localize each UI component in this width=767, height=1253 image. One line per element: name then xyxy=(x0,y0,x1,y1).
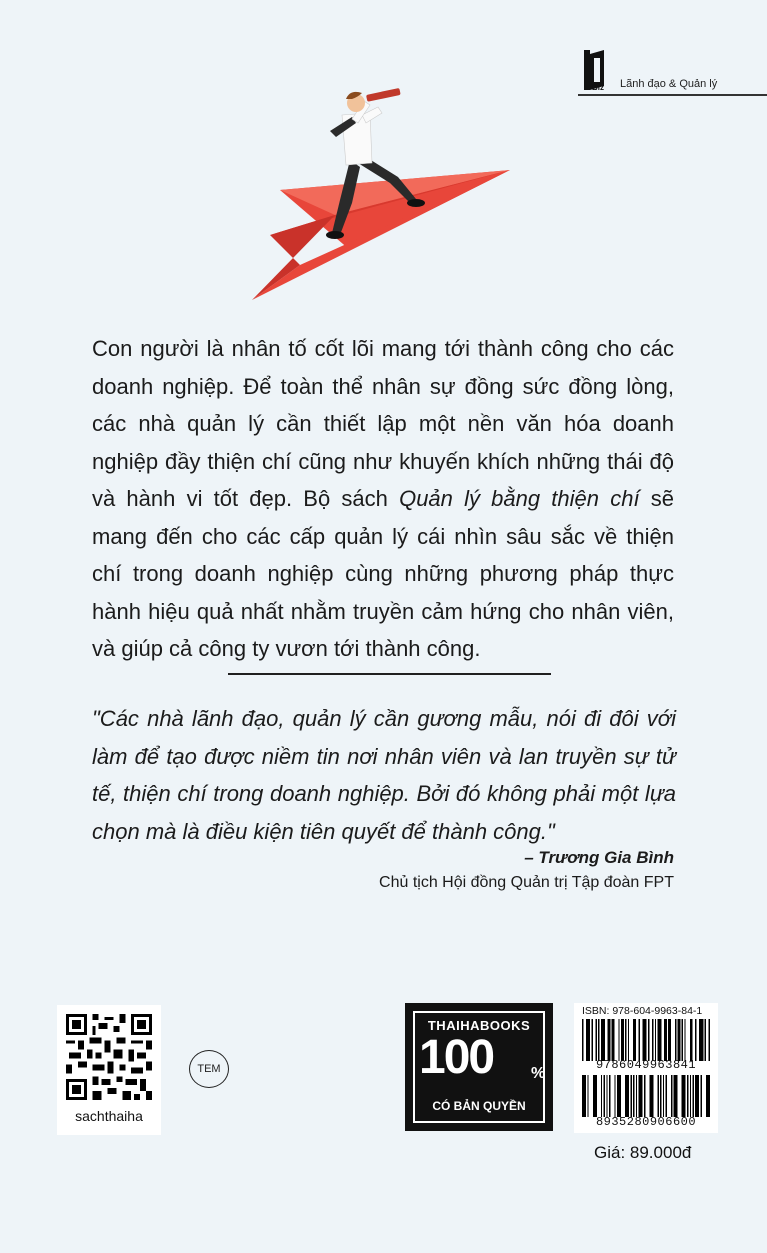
badge-subtitle: CÓ BẢN QUYỀN xyxy=(432,1099,526,1113)
series-rule xyxy=(578,94,767,96)
badge-percent: % xyxy=(531,1065,546,1082)
blurb-part-1: Con người là nhân tố cốt lõi mang tới thành công cho các doanh nghiệp. Để toàn thể nhân sự đồng sức đồng lòng, các nhà quản lý cần thiết lập một nền văn hóa doanh nghiệp đầy thiện chí cũng như khuyến khích những thái độ và hành vi tốt đẹp. Bộ sách xyxy=(92,336,674,511)
publisher-logo-text: Biz xyxy=(592,83,604,92)
qr-code-block xyxy=(57,1005,161,1135)
barcode-block xyxy=(574,1003,718,1133)
book-description xyxy=(92,330,674,668)
badge-number: 100 xyxy=(419,1031,494,1084)
badge-brand: THAIHABOOKS xyxy=(427,1018,531,1033)
blurb-part-2: sẽ mang đến cho các cấp quản lý cái nhìn sâu sắc về thiện chí trong doanh nghiệp cùng những phương pháp thực hành hiệu quả nhất nhằm truyền cảm hứng cho nhân viên, và giúp cả công ty vươn tới thành công. xyxy=(92,486,674,661)
isbn-barcode-icon xyxy=(582,1019,710,1061)
tem-stamp: TEM xyxy=(189,1050,229,1088)
qr-label: sachthaiha xyxy=(75,1108,143,1124)
book-title-italic: Quản lý bằng thiện chí xyxy=(399,486,640,511)
price: Giá: 89.000đ xyxy=(594,1143,692,1162)
series-label: Lãnh đạo & Quản lý xyxy=(620,78,718,90)
publisher-logo xyxy=(578,48,618,92)
section-divider xyxy=(228,673,551,675)
isbn-barcode-number: 9786049963841 xyxy=(595,1058,697,1072)
quote-author: – Trương Gia Bình xyxy=(524,848,674,867)
isbn-text: ISBN: 978-604-9963-84-1 xyxy=(582,1005,703,1017)
ean-barcode-icon xyxy=(582,1075,710,1117)
badge-frame xyxy=(413,1011,545,1123)
copyright-badge xyxy=(405,1003,553,1131)
qr-code-icon xyxy=(66,1014,152,1100)
paper-plane-illustration xyxy=(240,85,520,305)
endorsement-quote: "Các nhà lãnh đạo, quản lý cần gương mẫu, nói đi đôi với làm để tạo được niềm tin nơi nhân viên và lan truyền sự tử tế, thiện chí trong doanh nghiệp. Bởi đó không phải một lựa chọn mà là điều kiện tiên quyết để thành công." xyxy=(92,706,676,844)
ean-barcode-number: 8935280906600 xyxy=(595,1115,697,1129)
quote-author-role: Chủ tịch Hội đồng Quản trị Tập đoàn FPT xyxy=(379,874,674,891)
